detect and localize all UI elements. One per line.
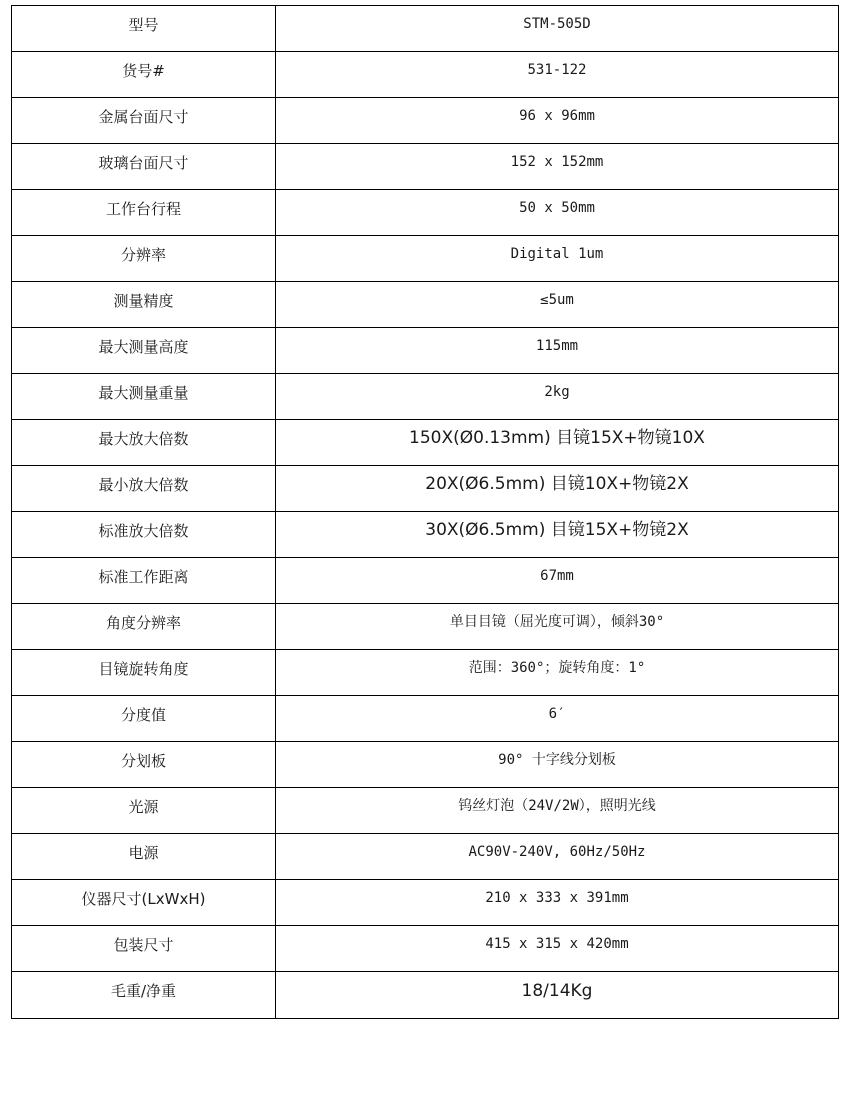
- table-row: [12, 420, 839, 466]
- row-value: 150X(Ø0.13mm) 目镜15X+物镜10X: [276, 420, 839, 466]
- table-row: [12, 604, 839, 650]
- row-label: 毛重/净重: [12, 972, 276, 1019]
- row-label: 玻璃台面尺寸: [12, 144, 276, 190]
- row-value: STM-505D: [276, 6, 839, 52]
- table-row: [12, 144, 839, 190]
- row-value: 范围：360°；旋转角度：1°: [276, 650, 839, 696]
- row-label: 分度值: [12, 696, 276, 742]
- table-row: [12, 880, 839, 926]
- row-label: 最大放大倍数: [12, 420, 276, 466]
- row-label: 光源: [12, 788, 276, 834]
- row-value: 20X(Ø6.5mm) 目镜10X+物镜2X: [276, 466, 839, 512]
- row-value: 2kg: [276, 374, 839, 420]
- row-label: 最大测量高度: [12, 328, 276, 374]
- row-value: 钨丝灯泡（24V/2W），照明光线: [276, 788, 839, 834]
- row-label: 最大测量重量: [12, 374, 276, 420]
- table-row: [12, 696, 839, 742]
- row-label: 测量精度: [12, 282, 276, 328]
- row-value: 50 x 50mm: [276, 190, 839, 236]
- row-value: 96 x 96mm: [276, 98, 839, 144]
- row-value: 152 x 152mm: [276, 144, 839, 190]
- row-value: 30X(Ø6.5mm) 目镜15X+物镜2X: [276, 512, 839, 558]
- row-label: 最小放大倍数: [12, 466, 276, 512]
- table-row: [12, 972, 839, 1019]
- row-value: 531-122: [276, 52, 839, 98]
- table-row: [12, 374, 839, 420]
- row-label: 仪器尺寸(LxWxH): [12, 880, 276, 926]
- table-row: [12, 52, 839, 98]
- row-label: 分划板: [12, 742, 276, 788]
- table-row: [12, 512, 839, 558]
- row-value: 415 x 315 x 420mm: [276, 926, 839, 972]
- table-row: [12, 98, 839, 144]
- row-label: 货号#: [12, 52, 276, 98]
- row-label: 分辨率: [12, 236, 276, 282]
- table-row: [12, 558, 839, 604]
- row-value: AC90V-240V, 60Hz/50Hz: [276, 834, 839, 880]
- spec-table: [11, 5, 839, 1019]
- table-row: [12, 328, 839, 374]
- table-row: [12, 926, 839, 972]
- row-value: 单目目镜（屈光度可调），倾斜30°: [276, 604, 839, 650]
- table-row: [12, 650, 839, 696]
- table-row: [12, 466, 839, 512]
- row-value: 18/14Kg: [276, 972, 839, 1019]
- row-label: 目镜旋转角度: [12, 650, 276, 696]
- row-value: ≤5um: [276, 282, 839, 328]
- table-row: [12, 282, 839, 328]
- row-label: 电源: [12, 834, 276, 880]
- table-row: [12, 6, 839, 52]
- row-label: 角度分辨率: [12, 604, 276, 650]
- row-label: 标准放大倍数: [12, 512, 276, 558]
- row-value: 210 x 333 x 391mm: [276, 880, 839, 926]
- table-row: [12, 788, 839, 834]
- row-value: 6′: [276, 696, 839, 742]
- row-label: 金属台面尺寸: [12, 98, 276, 144]
- row-value: 115mm: [276, 328, 839, 374]
- table-row: [12, 834, 839, 880]
- table-row: [12, 236, 839, 282]
- row-value: 90° 十字线分划板: [276, 742, 839, 788]
- row-value: 67mm: [276, 558, 839, 604]
- row-label: 工作台行程: [12, 190, 276, 236]
- row-value: Digital 1um: [276, 236, 839, 282]
- row-label: 型号: [12, 6, 276, 52]
- table-row: [12, 742, 839, 788]
- row-label: 标准工作距离: [12, 558, 276, 604]
- table-row: [12, 190, 839, 236]
- row-label: 包装尺寸: [12, 926, 276, 972]
